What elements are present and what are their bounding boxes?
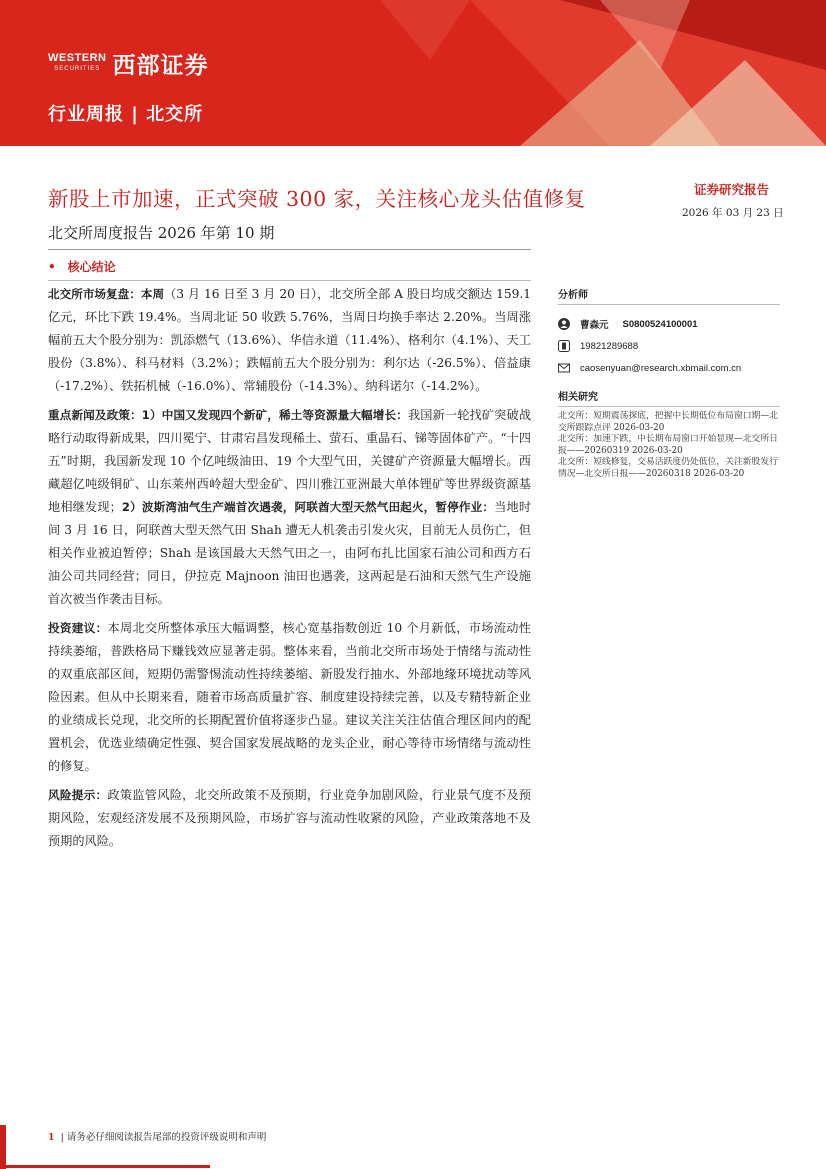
analyst-phone: 19821289688 (580, 340, 639, 352)
logo-en-sub: SECURITIES (54, 65, 101, 72)
paragraph-text: 政策监管风险，北交所政策不及预期，行业竞争加剧风险，行业景气度不及预期风险，宏观经济发展不及预期风险，市场扩容与流动性收紧的风险，产业政策落地不及预期的风险。 (48, 788, 531, 848)
report-type: 行业周报 | 北交所 (48, 104, 204, 125)
email-row (558, 357, 780, 379)
person-icon (558, 318, 570, 330)
paragraph-lead: 风险提示： (48, 788, 108, 802)
analyst-name: 曹森元 (580, 320, 609, 331)
related-report[interactable]: 北交所：短期震荡探底，把握中长期低位布局窗口期—北交所跟踪点评 2026-03-20 (558, 411, 778, 433)
analyst-info (558, 313, 780, 335)
paragraph-lead: 2）波斯湾油气生产端首次遇袭，阿联酋大型天然气田起火，暂停作业： (121, 500, 495, 514)
page-footer: 1 | 请务必仔细阅读报告尾部的投资评级说明和声明 (48, 1132, 267, 1143)
paragraph-text: 我国新一轮找矿突破战略行动取得新成果，四川冕宁、甘肃宕昌发现稀土、萤石、重晶石、锑等固体矿产。“十四五”时期，我国新发现 10 个亿吨级油田、19 个大型气田，关键矿产资源量大幅增长。西藏超亿吨级铜矿、山东莱州西岭超大型金矿、四川雅江亚洲最大单体锂矿等世界级资源基地相继发现； (48, 408, 532, 514)
paragraph-news (48, 404, 531, 611)
paragraph-investment (48, 617, 531, 778)
section-heading (48, 258, 116, 275)
main-content (48, 283, 531, 859)
publish-date: 2026 年 03 月 23 日 (682, 207, 784, 219)
phone-icon (558, 340, 570, 352)
paragraph-lead: 重点新闻及政策：1）中国又发现四个新矿，稀土等资源量大幅增长： (48, 408, 408, 422)
paragraph-market-review (48, 283, 531, 398)
paragraph-lead: 投资建议： (48, 621, 108, 635)
paragraph-lead: 北交所市场复盘：本周 (48, 287, 165, 301)
related-heading: 相关研究 (558, 385, 780, 407)
page-number: 1 (48, 1132, 55, 1143)
report-subtitle: 北交所周度报告 2026 年第 10 期 (48, 224, 275, 242)
related-report[interactable]: 北交所：短线修复，交易活跃度仍处低位，关注新股发行情况—北交所日报——20260318 2026-03-20 (558, 457, 778, 479)
header-banner (0, 0, 826, 146)
report-title: 新股上市加速，正式突破 300 家，关注核心龙头估值修复 (48, 187, 586, 211)
footer-line (0, 1165, 210, 1168)
divider (48, 280, 531, 281)
paragraph-text: （3 月 16 日至 3 月 20 日），北交所全部 A 股日均成交额达 159.1 亿元，环比下跌 19.4%。当周北证 50 收跌 5.76%，当周日均换手率达 2.20%。当周涨幅前五大个股分别为：凯添燃气（13.6%）、华信永道（11.4%）、格利尔（4.1%）、天工股份（3.8%）、科马材料（3.2%）；跌幅前五大个股分别为：利尔达（-26.5%）、倍益康（-17.2%）、铁拓机械（-16.0%）、常辅股份（-14.3%）、纳科诺尔（-14.2%）。 (48, 287, 531, 393)
paragraph-text: 当地时间 3 月 16 日，阿联酋大型天然气田 Shah 遭无人机袭击引发火灾，目前无人员伤亡，但相关作业被迫暂停；Shah 是该国最大天然气田之一，由阿布扎比国家石油公司和西方石油公司共同经营；同日，伊拉克 Majnoon 油田也遇袭，这两起是石油和天然气生产设施首次被当作袭击目标。 (48, 500, 532, 606)
cert-number: S0800524100001 (622, 318, 698, 330)
analyst-email: caosenyuan@research.xbmail.com.cn (580, 362, 742, 374)
logo-en-text: WESTERN (48, 51, 107, 64)
section-heading-text: 核心结论 (67, 260, 116, 274)
paragraph-risk (48, 784, 531, 853)
email-icon (558, 362, 570, 374)
sidebar (558, 283, 780, 480)
related-report[interactable]: 北交所：加速下跌，中长期布局窗口开始显现—北交所日报——20260319 2026-03-20 (558, 434, 778, 456)
logo-chinese: 西部证券 (112, 53, 209, 79)
phone-row (558, 335, 780, 357)
analyst-heading: 分析师 (558, 283, 780, 305)
paragraph-text: 本周北交所整体承压大幅调整，核心宽基指数创近 10 个月新低，市场流动性持续萎缩，普跌格局下赚钱效应显著走弱。整体来看，当前北交所市场处于情绪与流动性的双重底部区间，短期仍需警惕流动性持续萎缩、新股发行抽水、外部地缘环境扰动等风险因素。但从中长期来看，随着市场高质量扩容、制度建设持续完善，以及专精特新企业的业绩成长兑现，北交所的长期配置价值将逐步凸显。建议关注关注估值合理区间内的配置机会，优选业绩确定性强、契合国家发展战略的龙头企业，耐心等待市场情绪与流动性的修复。 (48, 621, 531, 773)
disclaimer-note: 请务必仔细阅读报告尾部的投资评级说明和声明 (66, 1132, 267, 1143)
bullet-icon: • (48, 260, 56, 274)
footer-accent (0, 1125, 6, 1169)
company-logo (48, 47, 209, 80)
divider (48, 249, 531, 250)
logo-english (48, 53, 107, 75)
doc-type-label: 证券研究报告 (694, 182, 770, 197)
